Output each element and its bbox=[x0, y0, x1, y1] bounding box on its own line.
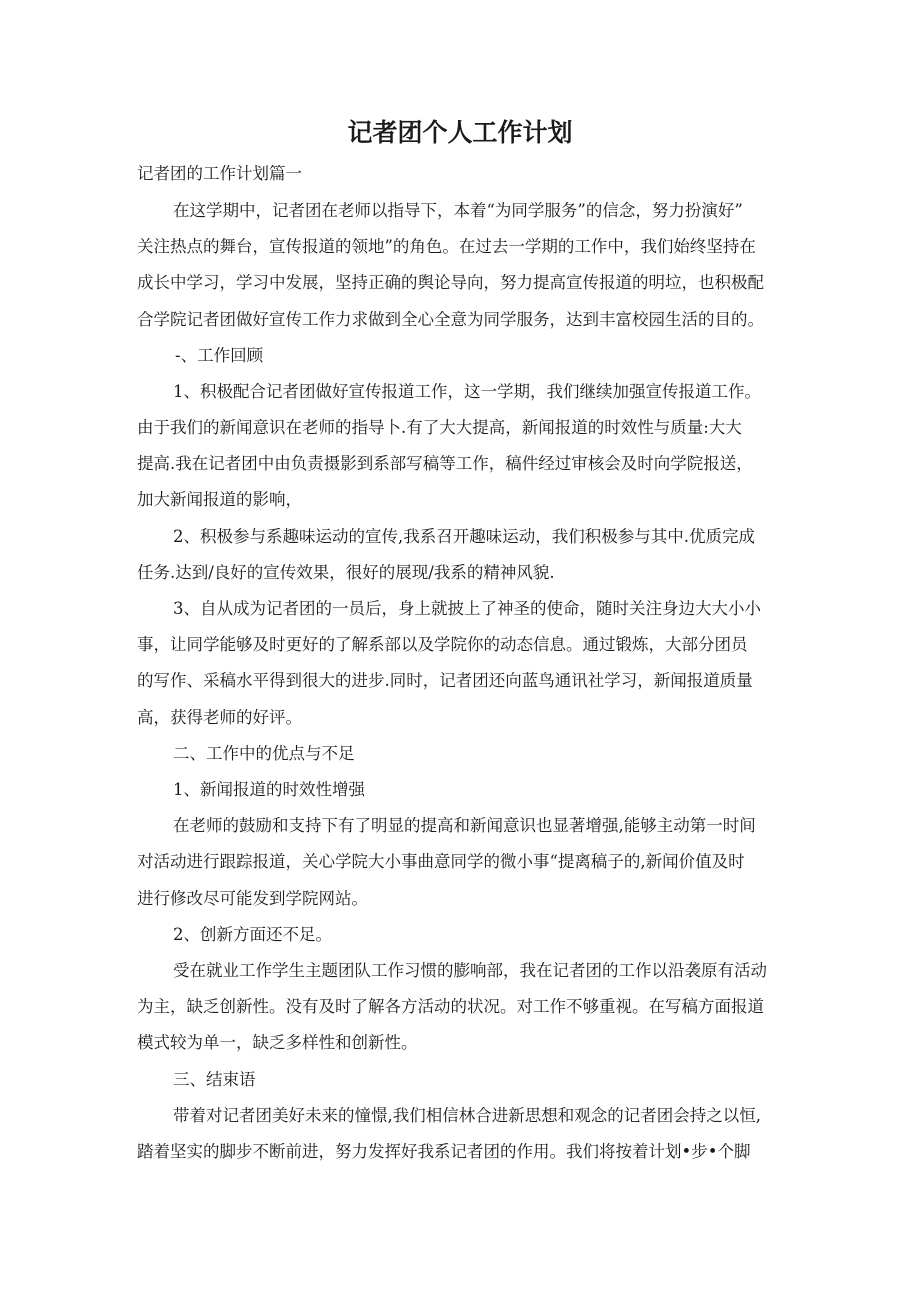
paragraph-line: 加大新闻报道的影响， bbox=[137, 490, 302, 509]
paragraph-line: 受在就业工作学生主题团队工作习惯的膨响部，我在记者团的工作以沿袭原有活动 bbox=[173, 961, 767, 980]
paragraph-line: 提高.我在记者团中由负责摄影到系部写稿等工作，稿件经过审核会及时向学院报送， bbox=[137, 454, 753, 473]
paragraph-line: 高，获得老师的好评。 bbox=[137, 708, 302, 727]
paragraph-line: 合学院记者团做好宣传工作力求做到全心全意为同学服务，达到丰富校园生活的目的。 bbox=[137, 310, 764, 329]
paragraph-line: 由于我们的新闻意识在老师的指导卜.有了大大提高，新闻报道的时效性与质量:大大 bbox=[137, 418, 742, 437]
paragraph-line: 3、自从成为记者团的一员后，身上就披上了神圣的使命，随时关注身边大大小小 bbox=[173, 599, 761, 618]
paragraph-line: 2、积极参与系趣味运动的宣传,我系召开趣味运动，我们积极参与其中.优质完成 bbox=[173, 527, 755, 546]
section-subtitle: 记者团的工作计划篇一 bbox=[137, 164, 302, 183]
paragraph-line: 进行修改尽可能发到学院网站。 bbox=[137, 889, 368, 908]
paragraph-line: 事，让同学能够及时更好的了解系部以及学院你的动态信息。通过锻炼，大部分团员 bbox=[137, 635, 748, 654]
paragraph-line: 踏着坚实的脚步不断前进，努力发挥好我系记者团的作用。我们将按着计划•步•个脚 bbox=[137, 1142, 751, 1161]
paragraph-line: 关注热点的舞台，宣传报道的领地”的角色。在过去一学期的工作中，我们始终坚持在 bbox=[137, 237, 756, 256]
paragraph-line: 为主，缺乏创新性。没有及时了解各方活动的状况。对工作不够重视。在写稿方面报道 bbox=[137, 997, 764, 1016]
section-heading: -、工作回顾 bbox=[175, 346, 264, 365]
paragraph-line: 1、积极配合记者团做好宣传报道工作，这一学期，我们继续加强宣传报道工作。 bbox=[173, 382, 761, 401]
paragraph-line: 任务.达到/良好的宣传效果，很好的展现/我系的精神风貌. bbox=[137, 563, 555, 582]
paragraph-line: 模式较为单一，缺乏多样性和创新性。 bbox=[137, 1033, 418, 1052]
paragraph-line: 在老师的鼓励和支持下有了明显的提高和新闻意识也显著增强,能够主动第一时间 bbox=[173, 816, 756, 835]
paragraph-line: 在这学期中，记者团在老师以指导下，本着“为同学服务”的信念，努力扮演好” bbox=[173, 201, 743, 220]
section-heading: 二、工作中的优点与不足 bbox=[173, 744, 355, 763]
document-title: 记者团个人工作计划 bbox=[347, 118, 573, 147]
section-heading: 三、结束语 bbox=[173, 1070, 256, 1089]
paragraph-line: 成长中学习，学习中发展，坚持正确的舆论导向，努力提高宣传报道的明垃，也积极配 bbox=[137, 273, 764, 292]
subsection-heading: 1、新闻报道的时效性增强 bbox=[173, 780, 365, 799]
paragraph-line: 带着对记者团美好未来的憧憬,我们相信林合进新思想和观念的记者团会持之以恒, bbox=[173, 1106, 761, 1125]
paragraph-line: 对活动进行跟踪报道，关心学院大小事曲意同学的微小事“提离稿子的,新闻价值及时 bbox=[137, 852, 745, 871]
subsection-heading: 2、创新方面还不足。 bbox=[173, 925, 332, 944]
paragraph-line: 的写作、采稿水平得到很大的进步.同时，记者团还向蓝鸟通讯社学习，新闻报道质量 bbox=[137, 671, 753, 690]
